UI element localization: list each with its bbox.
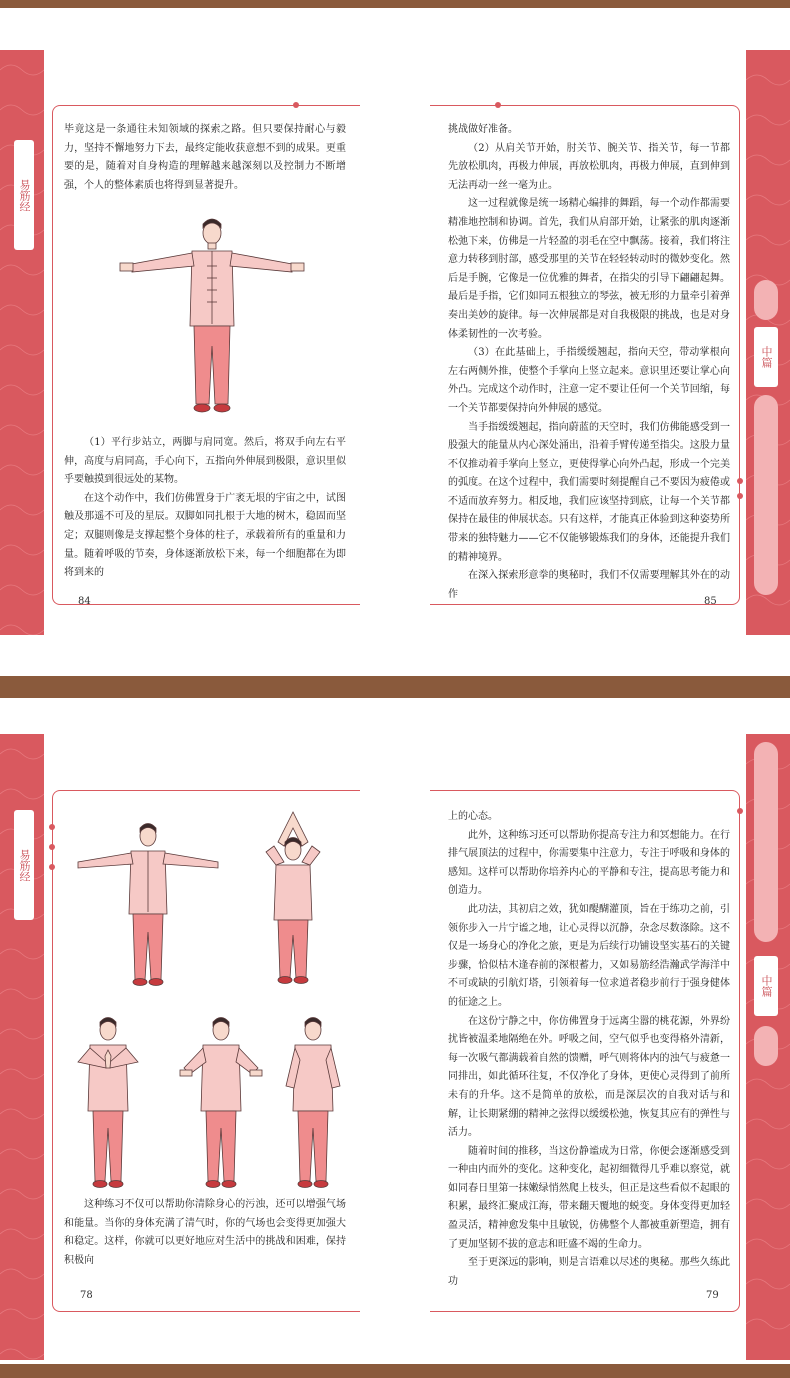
paragraph: 毕竟这是一条通往未知领域的探索之路。但只要保持耐心与毅力，坚持不懈地努力下去，最终定能收获意想不到的成果。更重要的是，随着对自身构造的理解越来越深刻以及控制力不断增强，个人的整体素质也将得到显著提升。 [64,124,346,191]
paragraph: 在深入探索形意拳的奥秘时，我们不仅需要理解其外在的动作 [448,570,730,600]
bottom-band [0,1364,790,1378]
chapter-tab-label: 中篇 [760,346,773,368]
paragraph: 此外，这种练习还可以帮助你提高专注力和冥想能力。在行排气展顶法的过程中，你需要集中注意力，专注于呼吸和身体的感知。这样可以帮助你培养内心的平静和专注，提高思考能力和创造力。 [448,829,730,897]
frame-dot [49,824,55,830]
top-band [0,0,790,8]
frame-dot [293,102,299,108]
figure-hands-overhead [248,810,338,985]
frame-dot [495,102,501,108]
right-side-band [746,734,790,1360]
book-spread-top [0,8,790,635]
page-number: 78 [80,1290,93,1301]
book-spread-bottom [0,698,790,1360]
page-number: 79 [706,1290,719,1301]
tab-rail-upper [754,280,778,320]
left-side-band [0,734,44,1360]
frame-dot [737,478,743,484]
frame-dot [49,844,55,850]
figure-arms-side [68,822,228,987]
tab-rail-lower [754,1026,778,1066]
frame-dot [737,493,743,499]
left-page-text [64,1196,346,1270]
right-page-text [448,121,730,604]
figure-hands-forward [176,1016,266,1191]
chapter-tab [754,327,778,387]
chapter-tab [14,140,34,250]
middle-band [0,676,790,698]
paragraph: 在这个动作中，我们仿佛置身于广袤无垠的宇宙之中，试图触及那遥不可及的星辰。双脚如同扎根于大地的树木，稳固而坚定；双腿则像是支撑起整个身体的柱子，承载着所有的重量和力量。随着呼吸的节奏，身体逐渐放松下来，每一个细胞都在为即将到来的 [64,492,346,579]
paragraph: 这种练习不仅可以帮助你清除身心的污浊，还可以增强气场和能量。当你的身体充满了清气时，你的气场也会变得更加强大和稳定。这样，你就可以更好地应对生活中的挑战和困难，保持积极向 [64,1199,346,1266]
chapter-tab [754,956,778,1016]
page-number: 84 [78,596,91,607]
right-side-band [746,50,790,635]
chapter-tab-label: 易筋经 [18,178,31,212]
paragraph: （3）在此基础上，手指缓缓翘起，指向天空，带动掌根向左右两侧外推，使整个手掌向上竖立起来。意识里还要让掌心向外凸。完成这个动作时，注意一定不要让任何一个关节回缩，每一个关节都要保持向外伸展的感觉。 [448,347,730,414]
paragraph: （1）平行步站立，两脚与肩同宽。然后，将双手向左右平伸，高度与肩同高，手心向下，五指向外伸展到极限，意识里似乎要触摸到很远处的某物。 [64,437,346,486]
paragraph: （2）从肩关节开始，肘关节、腕关节、指关节，每一节都先放松肌肉，再极力伸展，再放松肌肉，再极力伸展，直到伸到无法再动一丝一毫为止。 [448,142,730,191]
left-page-text-bottom [64,434,346,583]
paragraph: 上的心态。 [448,811,498,822]
wave-pattern [0,50,44,635]
chapter-tab-label: 易筋经 [18,848,31,882]
chapter-tab-label: 中篇 [760,975,773,997]
figure-hands-lowered [278,1016,348,1191]
left-side-band [0,50,44,635]
paragraph: 此功法，其初启之效，犹如醍醐灌顶，旨在于练功之前，引领你步入一片宁谧之地，让心灵得以沉静，杂念尽数涤除。这不仅是一场身心的净化之旅，更是为后续行功铺设坚实基石的关键步骤，恰似枯木逢春前的深根蓄力，又如易筋经浩瀚武学海洋中不可或缺的引航灯塔，引领着每一位求道者稳步前行于强身健体的征途之上。 [448,903,730,1008]
paragraph: 至于更深远的影响，则是言语难以尽述的奥秘。那些久练此功 [448,1257,730,1287]
frame-dot [737,808,743,814]
right-page-text [448,808,730,1291]
left-page-text-top [64,121,346,195]
frame-dot [49,864,55,870]
paragraph: 这一过程就像是统一场精心编排的舞蹈，每一个动作都需要精准地控制和协调。首先，我们从肩部开始，让紧张的肌肉逐渐松弛下来，仿佛是一片轻盈的羽毛在空中飘荡。接着，我们将注意力转移到肘部，感受那里的关节在轻轻转动时的微妙变化。然后是手腕，它像是一位优雅的舞者，在指尖的引导下翩翩起舞。最后是手指，它们如同五根独立的琴弦，被无形的力量牵引着弹奏出美妙的旋律。每一次伸展都是对自我极限的挑战，也是对身体柔韧性的一次考验。 [448,198,730,340]
paragraph: 挑战做好准备。 [448,124,518,135]
paragraph: 在这份宁静之中，你仿佛置身于远离尘嚣的桃花源，外界纷扰皆被温柔地隔绝在外。呼吸之间，空气似乎也变得格外清新，每一次吸气都满载着自然的馈赠，呼气则将体内的浊气与疲惫一同排出，如此循环往复，不仅净化了身体，更使心灵得到了前所未有的升华。这不是简单的放松，而是深层次的自我对话与和解，让长期紧绷的精神之弦得以缓缓松弛，恢复其应有的弹性与活力。 [448,1015,730,1139]
tab-rail-lower [754,395,778,595]
paragraph: 随着时间的推移，当这份静谧成为日常，你便会逐渐感受到一种由内而外的变化。这种变化，起初细微得几乎难以察觉，就如同春日里第一抹嫩绿悄然爬上枝头，但正是这些看似不起眼的积累，最终汇聚成江海，带来翻天覆地的蜕变。身体变得更加轻盈灵活，精神愈发集中且敏锐，仿佛整个人都被重新塑造，拥有了更加坚韧不拔的意志和旺盛不竭的生命力。 [448,1145,730,1250]
figure-hands-chest [68,1016,148,1191]
paragraph: 当手指缓缓翘起，指向蔚蓝的天空时，我们仿佛能感受到一股强大的能量从内心深处涌出，沿着手臂传递至指尖。这股力量不仅推动着手掌向上竖立，更使得掌心向外凸起，形成一个完美的弧度。在这个过程中，我们需要时刻提醒自己不要因为疲倦或不适而放弃努力。相反地，我们应该坚持到底，让每一个关节都保持在最佳的伸展状态。只有这样，才能真正体验到这种姿势所带来的独特魅力——它不仅能够锻炼我们的身体，还能提升我们的精神境界。 [448,421,730,563]
chapter-tab [14,810,34,920]
tab-rail-upper [754,742,778,942]
figure-arms-outstretched [112,216,312,416]
page-number: 85 [704,596,717,607]
